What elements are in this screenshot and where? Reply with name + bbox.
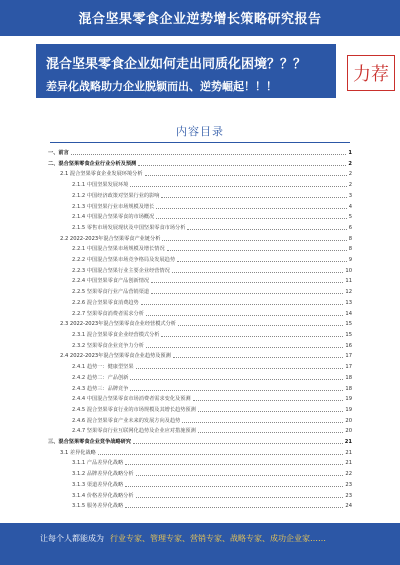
toc-entry-page: 18 <box>345 374 352 381</box>
toc-entry-label: 2.3.1 混合坚果零食企业经营模式分析 <box>72 332 160 338</box>
toc-entry-page: 2 <box>348 160 352 167</box>
toc-entry-page: 10 <box>345 267 352 274</box>
toc-entry-label: 2.4.5 混合坚果零食行业的市场规模及其增长趋势预测 <box>72 406 196 413</box>
toc-leader-dots <box>162 240 346 241</box>
toc-entry-page: 19 <box>345 406 352 413</box>
toc-entry-page: 24 <box>345 503 352 510</box>
toc-entry-page: 20 <box>345 417 352 424</box>
toc-leader-dots <box>161 336 343 337</box>
report-title: 混合坚果零食企业逆势增长策略研究报告 <box>78 12 322 27</box>
toc-entry-page: 8 <box>348 235 352 242</box>
toc-entry-label: 2.4.4 中国混合坚果零食市场消费者需求变化及预测 <box>72 396 191 403</box>
toc-entry[interactable] <box>72 426 352 434</box>
toc-entry-page: 21 <box>345 449 352 456</box>
toc-leader-dots <box>133 443 343 444</box>
toc-leader-dots <box>145 175 347 176</box>
toc-entry-page: 21 <box>345 460 352 467</box>
toc-leader-dots <box>178 325 343 326</box>
toc-entry-label: 2.1 混合坚果零食企业发展环境分析 <box>60 171 143 178</box>
toc-leader-dots <box>71 154 347 155</box>
toc-entry[interactable] <box>60 351 352 359</box>
toc-entry[interactable] <box>72 373 352 381</box>
toc-entry[interactable] <box>72 394 352 402</box>
toc-entry-label: 2.3.2 坚果零食企业竞争力分析 <box>72 342 144 349</box>
toc-leader-dots <box>125 486 343 487</box>
toc-entry-label: 3.1.5 服务差异化战略 <box>72 503 124 510</box>
toc-entry[interactable] <box>72 244 352 252</box>
toc-entry-label: 2.4.1 趋势一：健康型坚果 <box>72 364 134 371</box>
footer-bar <box>0 523 400 565</box>
toc-leader-dots <box>138 165 346 166</box>
toc-entry-page: 14 <box>345 310 352 317</box>
toc-leader-dots <box>130 186 346 187</box>
toc-entry-page: 22 <box>345 471 352 478</box>
toc-entry[interactable] <box>72 212 352 220</box>
banner-headline: 混合坚果零食企业如何走出同质化困境？？？ <box>46 57 307 72</box>
toc-entry[interactable] <box>72 362 352 370</box>
toc-entry[interactable] <box>72 191 352 199</box>
toc-leader-dots <box>141 304 344 305</box>
toc-entry[interactable] <box>48 148 352 156</box>
toc-leader-dots <box>146 347 343 348</box>
toc-entry-page: 13 <box>345 299 352 306</box>
toc-entry-page: 2 <box>348 171 352 178</box>
toc-leader-dots <box>198 432 344 433</box>
toc-leader-dots <box>125 507 343 508</box>
toc-entry[interactable] <box>72 480 352 488</box>
toc-entry[interactable] <box>72 266 352 274</box>
toc-divider <box>50 142 350 143</box>
toc-entry-page: 18 <box>345 385 352 392</box>
toc-entry-page: 4 <box>348 203 352 210</box>
toc-leader-dots <box>151 293 343 294</box>
toc-entry-label: 2.2.7 坚果零食消费者需求分析 <box>72 310 144 317</box>
toc-entry-page: 17 <box>345 364 352 371</box>
toc-entry[interactable] <box>48 437 352 445</box>
toc-title: 内容目录 <box>176 125 224 138</box>
toc-leader-dots <box>182 422 343 423</box>
toc-entry-label: 2.4.2 趋势二：产品创新 <box>72 374 129 381</box>
toc-entry[interactable] <box>60 319 352 327</box>
recommend-stamp: 力荐 <box>347 55 395 91</box>
toc-entry-label: 3.1.4 价格差异化战略分析 <box>72 492 134 499</box>
toc-entry-page: 20 <box>345 428 352 435</box>
toc-entry-label: 3.1.2 品牌差异化战略分析 <box>72 471 134 478</box>
toc-entry[interactable] <box>72 223 352 231</box>
toc-entry-page: 17 <box>345 353 352 360</box>
toc-entry-label: 2.4.3 趋势三：品牌竞争 <box>72 385 129 392</box>
toc-entry-page: 1 <box>348 150 352 156</box>
toc-entry[interactable] <box>72 298 352 306</box>
toc-entry-label: 2.2.1 中国混合坚果市场规模及增长情况 <box>72 246 165 253</box>
toc-entry[interactable] <box>60 234 352 242</box>
toc-leader-dots <box>151 282 343 283</box>
toc-entry[interactable] <box>48 159 352 167</box>
toc-entry-label: 2.1.1 中国坚果发展环境 <box>72 182 129 189</box>
toc-entry-page: 9 <box>348 257 352 264</box>
toc-entry[interactable] <box>72 255 352 263</box>
toc-entry-label: 2.1.5 零售市场发展现状及中国坚果零食市场分析 <box>72 224 186 231</box>
toc-entry-page: 5 <box>348 214 352 221</box>
toc-leader-dots <box>156 218 346 219</box>
toc-entry-label: 2.4 2022-2023年混合坚果零食企业趋势及预测 <box>60 353 171 360</box>
toc-entry[interactable] <box>72 341 352 349</box>
toc-leader-dots <box>130 379 343 380</box>
toc-entry[interactable] <box>60 448 352 456</box>
toc-entry-page: 3 <box>348 192 352 199</box>
toc-entry-label: 2.2.3 中国混合坚果行业主要企业经营情况 <box>72 267 170 274</box>
footer-slogan-right: 行业专家、管理专家、营销专家、战略专家、成功企业家…… <box>110 534 326 543</box>
toc-entry-label: 一、前言 <box>48 150 69 156</box>
toc-entry-label: 2.2.6 混合坚果零食消费趋势 <box>72 299 139 306</box>
toc-leader-dots <box>156 208 346 209</box>
toc-entry-label: 3.1.3 渠道差异化战略 <box>72 481 124 488</box>
toc-entry-page: 19 <box>345 396 352 403</box>
toc-leader-dots <box>98 454 344 455</box>
toc-entry[interactable] <box>72 501 352 509</box>
toc-entry-label: 2.2.4 中国坚果零食产品创新情况 <box>72 278 150 285</box>
toc-entry[interactable] <box>72 458 352 466</box>
toc-leader-dots <box>198 411 344 412</box>
toc-leader-dots <box>177 261 347 262</box>
toc-entry-page: 23 <box>345 481 352 488</box>
toc-entry-label: 2.3 2022-2023年混合坚果零食企业经营模式分析 <box>60 321 176 328</box>
toc-leader-dots <box>193 400 344 401</box>
toc-entry[interactable] <box>72 416 352 424</box>
toc-entry-label: 2.4.6 混合坚果零食产业未来的发展方向及趋势 <box>72 417 181 424</box>
toc-entry[interactable] <box>72 384 352 392</box>
toc-entry-page: 15 <box>345 321 352 328</box>
toc-entry[interactable] <box>72 405 352 413</box>
toc-entry-label: 2.2.2 中国混合坚果市场竞争格局及发展趋势 <box>72 257 176 264</box>
toc-leader-dots <box>136 475 344 476</box>
toc-entry[interactable] <box>72 287 352 295</box>
toc-entry-label: 2.1.2 中国经济政策对坚果行业的影响 <box>72 192 160 199</box>
toc-entry-label: 3.1 差异化战略 <box>60 449 96 456</box>
footer-slogan-left: 让每个人都能成为 <box>40 534 104 543</box>
toc-entry-label: 2.1.4 中国混合坚果零食的市场概况 <box>72 214 155 221</box>
toc-entry-page: 12 <box>345 289 352 296</box>
toc-entry-page: 21 <box>344 439 352 446</box>
toc-entry-page: 2 <box>348 182 352 189</box>
banner-subheadline: 差异化战略助力企业脱颖而出、逆势崛起！！！ <box>46 80 277 93</box>
toc-leader-dots <box>161 197 346 198</box>
toc-entry-label: 2.1.3 中国坚果行业市场规模及增长 <box>72 203 155 210</box>
toc-leader-dots <box>130 390 343 391</box>
toc-entry-label: 2.4.7 坚果零食行业互联网化趋势及企业应对措施预测 <box>72 428 196 435</box>
toc-entry-label: 2.2 2022-2023年混合坚果零食产业链分析 <box>60 235 161 242</box>
toc-entry-label: 3.1.1 产品差异化战略 <box>72 460 124 467</box>
toc-entry[interactable] <box>72 180 352 188</box>
toc-entry-label: 2.2.5 坚果零食行业产品营销渠道 <box>72 289 150 296</box>
toc-entry[interactable] <box>72 330 352 338</box>
toc-entry-page: 11 <box>345 278 352 285</box>
toc-entry-label: 三、混合坚果零食企业竞争战略研究 <box>48 439 132 446</box>
toc-entry-page: 8 <box>348 246 352 253</box>
toc-leader-dots <box>167 250 347 251</box>
toc-entry-label: 二、混合坚果零食企业行业分析及预测 <box>48 160 137 167</box>
toc-leader-dots <box>146 315 343 316</box>
toc-leader-dots <box>172 272 344 273</box>
toc-entry[interactable] <box>72 202 352 210</box>
toc-entry[interactable] <box>72 276 352 284</box>
toc-entry[interactable] <box>60 169 352 177</box>
toc-leader-dots <box>173 357 344 358</box>
toc-entry-page: 15 <box>345 332 352 338</box>
toc-entry[interactable] <box>72 491 352 499</box>
toc-leader-dots <box>136 497 344 498</box>
toc-entry[interactable] <box>72 469 352 477</box>
toc-leader-dots <box>136 368 344 369</box>
toc-entry-page: 16 <box>345 342 352 349</box>
toc-entry-page: 23 <box>345 492 352 499</box>
toc-leader-dots <box>187 229 346 230</box>
toc-leader-dots <box>125 464 343 465</box>
toc-entry-page: 6 <box>348 224 352 231</box>
toc-entry[interactable] <box>72 309 352 317</box>
